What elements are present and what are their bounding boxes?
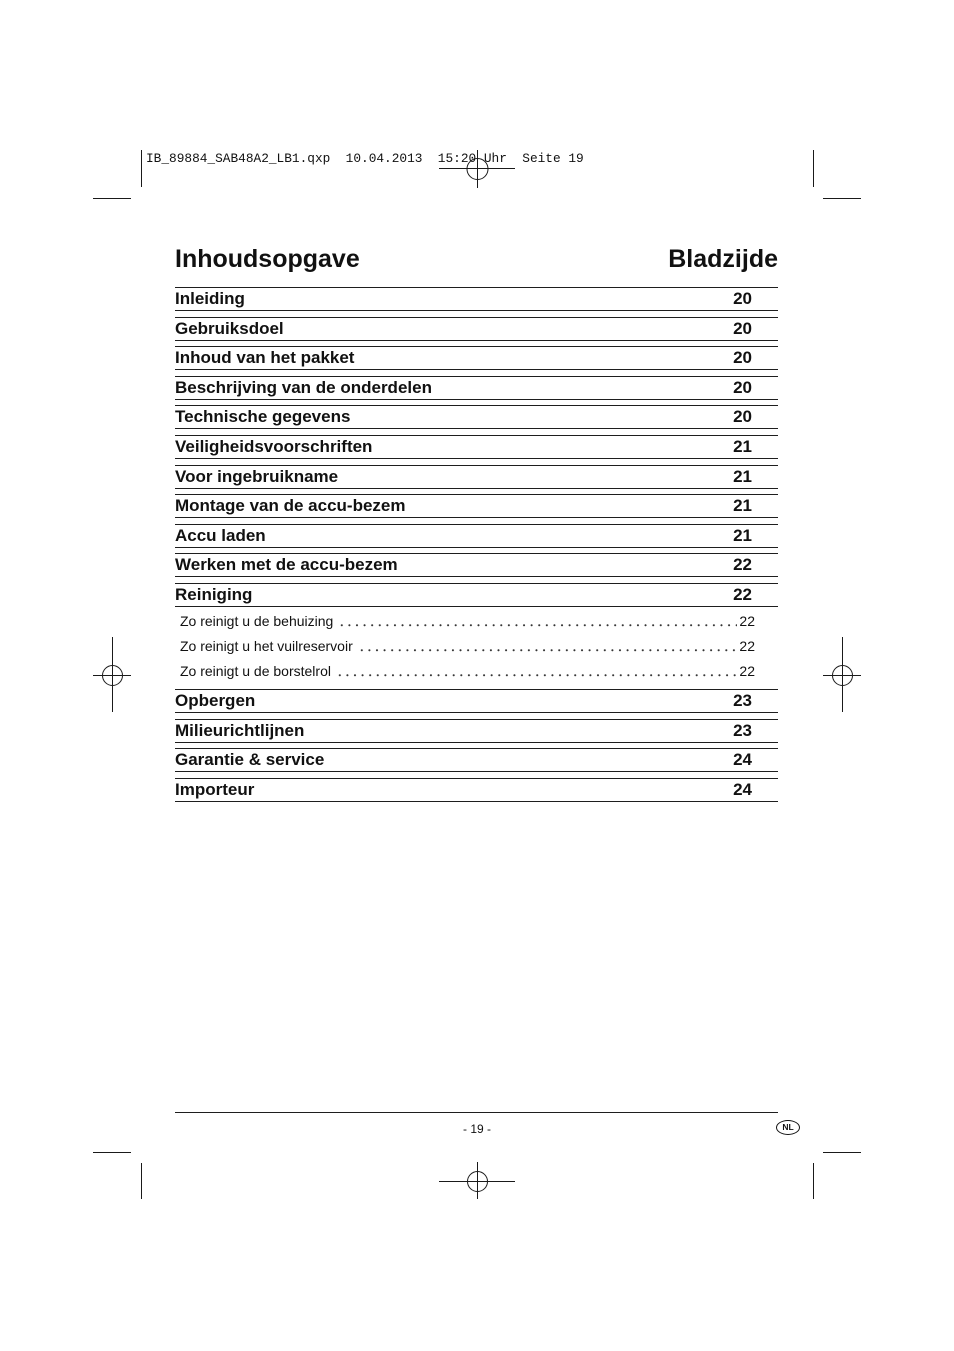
registration-mark-right (823, 637, 861, 712)
toc-entry-page: 21 (733, 466, 752, 486)
toc-entry (175, 583, 778, 607)
toc-entry (175, 748, 778, 772)
toc-title: Inhoudsopgave (175, 245, 360, 273)
toc-entry (175, 346, 778, 370)
toc-entry-label: Gebruiksdoel (175, 318, 284, 338)
language-badge: NL (776, 1120, 800, 1135)
toc-entry (175, 405, 778, 429)
toc-entry-page: 20 (733, 377, 752, 397)
toc-entry-page: 24 (733, 750, 752, 770)
dot-leader (336, 659, 737, 684)
toc-entry-label: Beschrijving van de onderdelen (175, 377, 432, 397)
toc-entry-page: 20 (733, 407, 752, 427)
toc-entry-label: Reiniging (175, 584, 253, 604)
registration-mark-left (93, 637, 131, 712)
toc-entry-label: Werken met de accu-bezem (175, 555, 398, 575)
toc-entry-page: 20 (733, 348, 752, 368)
slug-page: Seite 19 (522, 151, 584, 166)
crop-mark-bottom-left (93, 1153, 142, 1200)
toc-header (175, 244, 778, 274)
print-slug (146, 151, 584, 167)
toc-entry-page: 20 (733, 289, 752, 308)
toc-entry-label: Inleiding (175, 289, 245, 308)
toc-entry-label: Opbergen (175, 691, 256, 710)
toc-entry-page: 21 (733, 525, 752, 545)
toc-entry (175, 524, 778, 548)
toc-entry-label: Technische gegevens (175, 407, 351, 427)
toc-entry (175, 778, 778, 802)
toc-entry-label: Veiligheidsvoorschriften (175, 436, 373, 456)
toc-entry-page: 23 (733, 720, 752, 740)
slug-file: IB_89884_SAB48A2_LB1.qxp (146, 151, 331, 166)
toc-entry-page: 22 (733, 555, 752, 575)
toc-entry-label: Importeur (175, 779, 255, 799)
toc-entry (175, 465, 778, 489)
toc-entry (175, 376, 778, 400)
toc-subentry (180, 634, 755, 659)
toc-entries-continued (175, 689, 778, 807)
toc-entry-label: Milieurichtlijnen (175, 720, 305, 740)
toc-entry-label: Garantie & service (175, 750, 325, 770)
slug-time: 15:20 Uhr (437, 151, 507, 166)
toc-subentry-label: Zo reinigt u het vuilreservoir (180, 638, 353, 654)
toc-subentry-page: 22 (739, 613, 755, 629)
crop-mark-top-left (93, 150, 142, 199)
dot-leader (338, 609, 737, 634)
toc-entry (175, 435, 778, 459)
toc-subentry-page: 22 (739, 638, 755, 654)
footer-rule (175, 1112, 778, 1113)
toc-entry (175, 719, 778, 743)
toc-subentry-page: 22 (739, 663, 755, 679)
toc-subentry-label: Zo reinigt u de behuizing (180, 613, 334, 629)
registration-mark-bottom (439, 1162, 515, 1199)
page-number: - 19 - (462, 1122, 491, 1136)
toc-entry (175, 317, 778, 341)
crop-mark-bottom-right (814, 1153, 862, 1200)
toc-subentry (180, 609, 755, 634)
toc-entry-page: 22 (733, 584, 752, 604)
toc-entry (175, 689, 778, 713)
slug-date: 10.04.2013 (345, 151, 423, 166)
toc-entry-page: 23 (733, 691, 752, 710)
toc-page-column-label: Bladzijde (668, 245, 778, 273)
toc-entry (175, 494, 778, 518)
toc-entry-page: 21 (733, 496, 752, 516)
toc-entry-page: 24 (733, 779, 752, 799)
toc-entry-page: 20 (733, 318, 752, 338)
toc-subentry (180, 659, 755, 684)
toc-subentries (180, 609, 755, 684)
toc-entry-label: Montage van de accu-bezem (175, 496, 406, 516)
toc-entry (175, 553, 778, 577)
toc-subentry-label: Zo reinigt u de borstelrol (180, 663, 331, 679)
toc-entry-label: Voor ingebruikname (175, 466, 339, 486)
crop-mark-top-right (814, 150, 862, 199)
toc-entry-page: 21 (733, 436, 752, 456)
toc-entry-label: Inhoud van het pakket (175, 348, 355, 368)
toc-entry-label: Accu laden (175, 525, 266, 545)
toc-entries-main (175, 287, 778, 613)
dot-leader (358, 634, 738, 659)
toc-entry (175, 287, 778, 311)
